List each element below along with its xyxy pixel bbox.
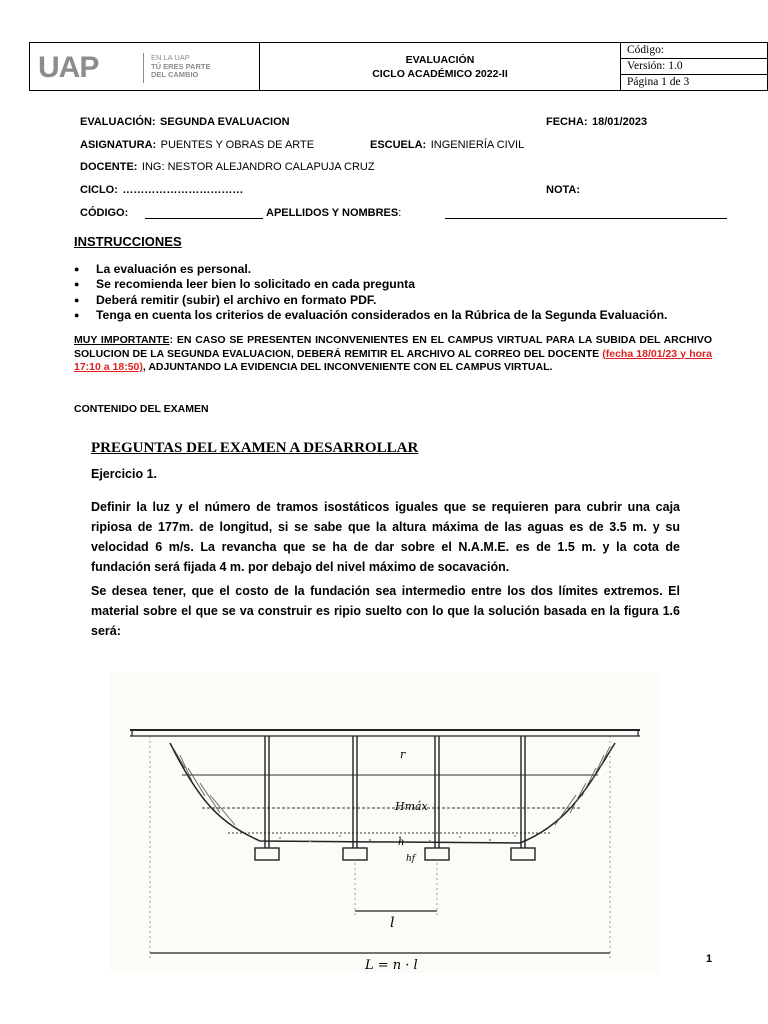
logo-separator [143, 53, 144, 83]
uap-logo: UAP [38, 51, 99, 84]
fecha-value: 18/01/2023 [592, 116, 648, 128]
label-l: l [390, 915, 395, 931]
nota-field: NOTA: [546, 184, 581, 196]
exercise-title: Ejercicio 1. [91, 467, 158, 481]
evaluacion-value: SEGUNDA EVALUACION [160, 116, 290, 128]
label-hmax: Hmáx [395, 800, 428, 813]
instructions-list [74, 262, 734, 323]
important-notice: MUY IMPORTANTE: EN CASO SE PRESENTEN INCONVENIENTES EN EL CAMPUS VIRTUAL PARA LA SUBIDA DEL ARCHIVO SOLUCION DE LA SEGUNDA EVALUACION, DEBERÁ REMITIR EL ARCHIVO AL CORREO DEL DOCENTE (fecha 18/01/23 y hora 17:10 a 18:50), ADJUNTANDO LA EVIDENCIA DEL INCONVENIENTE CON EL CAMPUS VIRTUAL. [74, 334, 712, 373]
header-title: EVALUACIÓN [405, 54, 475, 66]
docente-value: ING: NESTOR ALEJANDRO CALAPUJA CRUZ [141, 161, 375, 173]
header-subtitle: CICLO ACADÉMICO 2022-II [372, 68, 508, 80]
codigo-cell: Código: [620, 42, 768, 59]
list-item: ● Deberá remitir (subir) el archivo en formato PDF. [74, 293, 734, 308]
label-hf: hf [406, 854, 416, 864]
codigo-blank-line [145, 218, 263, 219]
exercise-paragraph-1: Definir la luz y el número de tramos isostáticos iguales que se requieren para cubrir una caja ripiosa de 177m. de longitud, si se sabe que la altura máxima de las aguas es de 3.5 m. y su velocidad 6 m/s. La revancha que se ha de dar sobre el N.A.M.E. es de 1.5 m. y la cota de fundación será fijada 4 m. por debajo del nivel máximo de socavación. [91, 500, 680, 574]
list-item: ● La evaluación es personal. [74, 262, 734, 277]
asignatura-value: PUENTES Y OBRAS DE ARTE [160, 139, 315, 151]
questions-title: PREGUNTAS DEL EXAMEN A DESARROLLAR [91, 440, 419, 456]
bridge-figure [110, 673, 660, 973]
ciclo-field: CICLO: …………………………… [80, 184, 244, 196]
exercise-paragraph-2: Se desea tener, que el costo de la fundación sea intermedio entre los dos límites extremos. El material sobre el que se va construir es ripio suelto con lo que la solución basada en la figura 1.6 será: [91, 584, 680, 638]
page-number: 1 [706, 953, 713, 965]
asignatura-field: ASIGNATURA: PUENTES Y OBRAS DE ARTE [80, 139, 315, 151]
contenido-heading: CONTENIDO DEL EXAMEN [74, 403, 209, 415]
document-header [29, 42, 768, 91]
instructions-title: INSTRUCCIONES [74, 234, 182, 249]
escuela-field: ESCUELA: INGENIERÍA CIVIL [370, 139, 525, 151]
docente-field: DOCENTE: ING: NESTOR ALEJANDRO CALAPUJA CRUZ [80, 161, 375, 173]
label-total-length: L = n · l [365, 958, 418, 973]
title-cell [259, 42, 621, 91]
label-h: h [398, 837, 405, 848]
important-label: MUY IMPORTANTE [74, 334, 170, 346]
label-r: r [400, 748, 406, 761]
evaluacion-field: EVALUACIÓN: SEGUNDA EVALUACION [80, 116, 290, 128]
codigo-field: CÓDIGO: [80, 207, 129, 219]
ciclo-value: …………………………… [122, 184, 244, 196]
deadline-text: (fecha 18/01/23 y hora 17:10 a 18:50) [74, 347, 712, 373]
list-item: ● Tenga en cuenta los criterios de evaluación considerados en la Rúbrica de la Segunda Evaluación. [74, 308, 734, 323]
logo-tagline: EN LA UAP TÚ ERES PARTE DEL CAMBIO [151, 53, 211, 79]
fecha-field: FECHA: 18/01/2023 [546, 116, 648, 128]
pagina-cell: Página 1 de 3 [620, 74, 768, 91]
apellidos-field: APELLIDOS Y NOMBRES: [266, 207, 402, 219]
list-item: ● Se recomienda leer bien lo solicitado en cada pregunta [74, 277, 734, 292]
logo-cell [29, 42, 260, 91]
version-cell: Versión: 1.0 [620, 58, 768, 75]
escuela-value: INGENIERÍA CIVIL [430, 139, 525, 151]
apellidos-blank-line [445, 218, 727, 219]
